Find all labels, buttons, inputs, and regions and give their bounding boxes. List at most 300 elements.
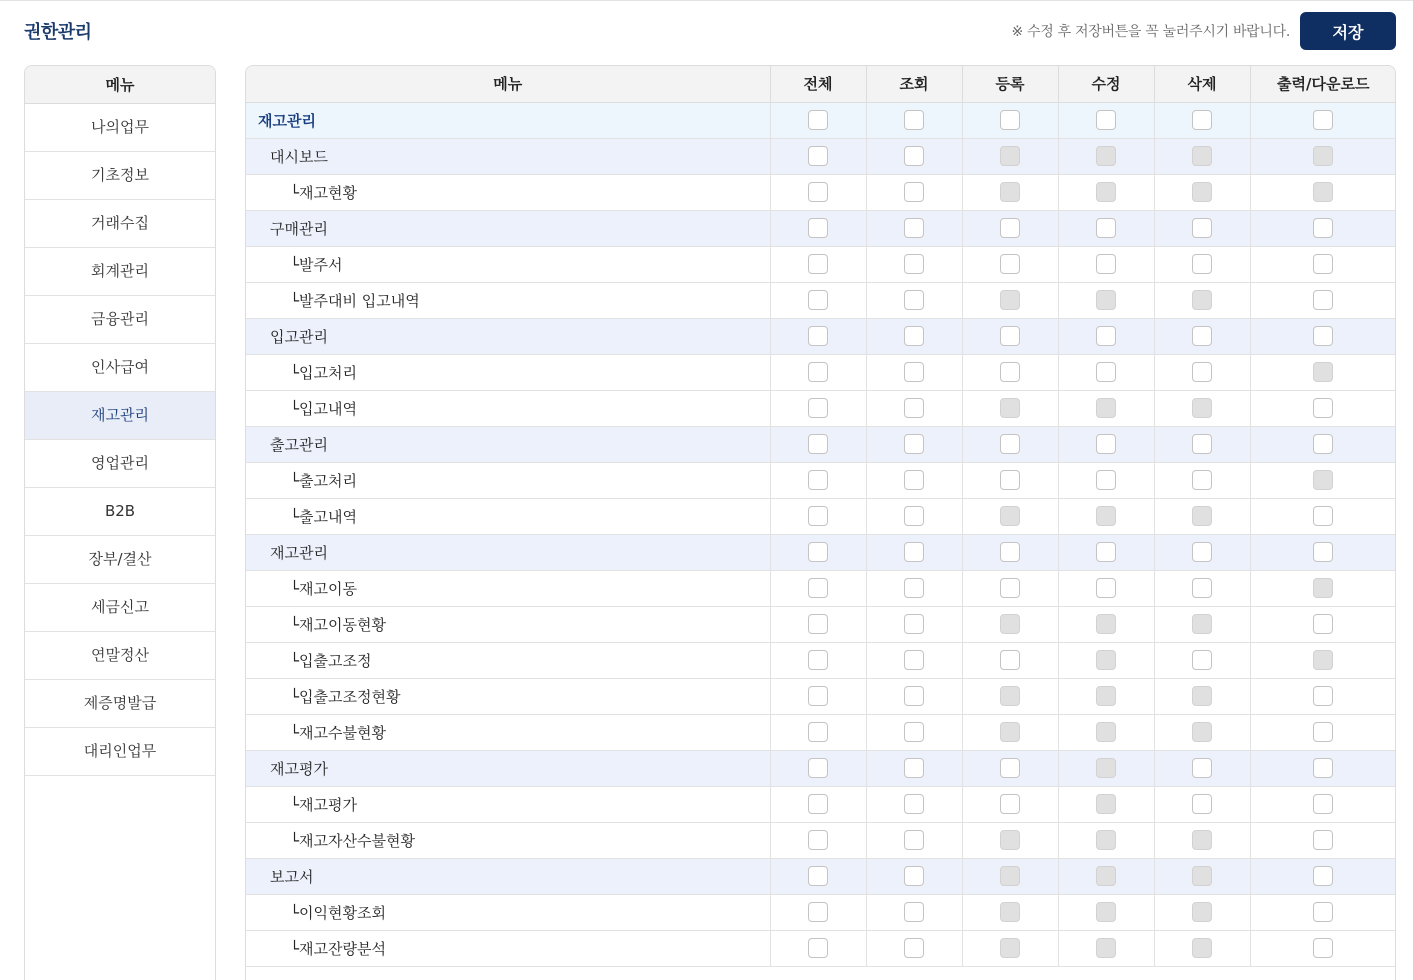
all-checkbox[interactable] <box>808 686 828 706</box>
print-download-checkbox <box>1313 470 1333 490</box>
create-checkbox[interactable] <box>1000 470 1020 490</box>
all-checkbox[interactable] <box>808 866 828 886</box>
view-checkbox[interactable] <box>904 650 924 670</box>
permission-cell <box>1154 894 1250 930</box>
delete-checkbox[interactable] <box>1192 362 1212 382</box>
print-download-checkbox[interactable] <box>1313 506 1333 526</box>
delete-checkbox <box>1192 866 1212 886</box>
print-download-checkbox[interactable] <box>1313 614 1333 634</box>
sidebar-item[interactable]: 제증명발급 <box>25 680 215 728</box>
permission-cell <box>1154 642 1250 678</box>
permission-cell <box>962 462 1058 498</box>
edit-checkbox[interactable] <box>1096 578 1116 598</box>
permission-cell <box>1058 606 1154 642</box>
permission-cell <box>770 138 866 174</box>
print-download-checkbox[interactable] <box>1313 866 1333 886</box>
all-checkbox[interactable] <box>808 542 828 562</box>
permission-cell <box>1250 570 1396 606</box>
permission-cell <box>770 894 866 930</box>
permission-cell <box>866 462 962 498</box>
permission-cell <box>962 318 1058 354</box>
table-row <box>246 858 1396 894</box>
view-checkbox[interactable] <box>904 326 924 346</box>
permission-cell <box>1154 570 1250 606</box>
permission-cell <box>1250 390 1396 426</box>
permission-cell <box>1058 210 1154 246</box>
delete-checkbox[interactable] <box>1192 434 1212 454</box>
print-download-checkbox <box>1313 182 1333 202</box>
sidebar-item[interactable]: 세금신고 <box>25 584 215 632</box>
permission-cell <box>962 174 1058 210</box>
edit-checkbox[interactable] <box>1096 470 1116 490</box>
table-row <box>246 390 1396 426</box>
permission-cell <box>1154 174 1250 210</box>
all-checkbox[interactable] <box>808 254 828 274</box>
all-checkbox[interactable] <box>808 830 828 850</box>
view-checkbox[interactable] <box>904 254 924 274</box>
permission-cell <box>1154 282 1250 318</box>
permission-cell <box>770 678 866 714</box>
table-row <box>246 174 1396 210</box>
view-checkbox[interactable] <box>904 110 924 130</box>
create-checkbox[interactable] <box>1000 326 1020 346</box>
table-row <box>246 822 1396 858</box>
delete-checkbox[interactable] <box>1192 650 1212 670</box>
create-checkbox <box>1000 146 1020 166</box>
print-download-checkbox <box>1313 578 1333 598</box>
delete-checkbox <box>1192 146 1212 166</box>
column-header-all: 전체 <box>770 66 866 102</box>
print-download-checkbox[interactable] <box>1313 686 1333 706</box>
permission-cell <box>962 678 1058 714</box>
create-checkbox <box>1000 938 1020 958</box>
permission-cell <box>1154 498 1250 534</box>
print-download-checkbox[interactable] <box>1313 542 1333 562</box>
menu-name-cell: 재고평가 <box>246 750 770 786</box>
permission-table-container <box>245 65 1396 980</box>
permission-cell <box>866 498 962 534</box>
permission-cell <box>1154 426 1250 462</box>
permission-cell <box>866 354 962 390</box>
menu-name-cell: └재고현황 <box>246 174 770 210</box>
permission-cell <box>1250 786 1396 822</box>
menu-name-cell: └출고내역 <box>246 498 770 534</box>
print-download-checkbox <box>1313 362 1333 382</box>
menu-sidebar <box>24 65 216 980</box>
view-checkbox[interactable] <box>904 218 924 238</box>
save-button[interactable]: 저장 <box>1300 12 1396 50</box>
permission-cell <box>1154 318 1250 354</box>
table-row <box>246 462 1396 498</box>
all-checkbox[interactable] <box>808 326 828 346</box>
table-row <box>246 534 1396 570</box>
permission-cell <box>962 138 1058 174</box>
delete-checkbox <box>1192 290 1212 310</box>
all-checkbox[interactable] <box>808 938 828 958</box>
view-checkbox[interactable] <box>904 938 924 958</box>
table-row <box>246 714 1396 750</box>
print-download-checkbox[interactable] <box>1313 758 1333 778</box>
permission-cell <box>1154 246 1250 282</box>
edit-checkbox <box>1096 290 1116 310</box>
permission-cell <box>1058 822 1154 858</box>
create-checkbox <box>1000 830 1020 850</box>
view-checkbox[interactable] <box>904 794 924 814</box>
menu-name-cell: 출고관리 <box>246 426 770 462</box>
permission-cell <box>866 282 962 318</box>
permission-cell <box>1250 462 1396 498</box>
create-checkbox <box>1000 686 1020 706</box>
permission-cell <box>770 750 866 786</box>
edit-checkbox <box>1096 506 1116 526</box>
permission-cell <box>1250 210 1396 246</box>
permission-cell <box>962 642 1058 678</box>
permission-cell <box>770 570 866 606</box>
permission-cell <box>1058 138 1154 174</box>
view-checkbox[interactable] <box>904 362 924 382</box>
permission-cell <box>1250 606 1396 642</box>
permission-cell <box>962 210 1058 246</box>
permission-cell <box>1058 174 1154 210</box>
permission-cell <box>866 570 962 606</box>
delete-checkbox[interactable] <box>1192 578 1212 598</box>
print-download-checkbox[interactable] <box>1313 254 1333 274</box>
print-download-checkbox[interactable] <box>1313 110 1333 130</box>
permission-cell <box>866 138 962 174</box>
edit-checkbox <box>1096 614 1116 634</box>
delete-checkbox[interactable] <box>1192 470 1212 490</box>
all-checkbox[interactable] <box>808 758 828 778</box>
edit-checkbox[interactable] <box>1096 326 1116 346</box>
menu-name-cell: 구매관리 <box>246 210 770 246</box>
permission-cell <box>1154 786 1250 822</box>
permission-cell <box>1154 102 1250 138</box>
menu-name-cell: └입고내역 <box>246 390 770 426</box>
edit-checkbox <box>1096 830 1116 850</box>
delete-checkbox[interactable] <box>1192 326 1212 346</box>
view-checkbox[interactable] <box>904 830 924 850</box>
permission-cell <box>770 426 866 462</box>
menu-name-cell: └발주서 <box>246 246 770 282</box>
permission-cell <box>1058 786 1154 822</box>
edit-checkbox[interactable] <box>1096 542 1116 562</box>
permission-cell <box>1250 102 1396 138</box>
permission-cell <box>866 318 962 354</box>
sidebar-item[interactable]: B2B <box>25 488 215 536</box>
permission-cell <box>1058 930 1154 966</box>
edit-checkbox <box>1096 794 1116 814</box>
top-divider <box>0 0 1413 1</box>
permission-cell <box>1250 930 1396 966</box>
all-checkbox[interactable] <box>808 902 828 922</box>
menu-name-cell: 입고관리 <box>246 318 770 354</box>
menu-name-cell: 대시보드 <box>246 138 770 174</box>
permission-cell <box>866 642 962 678</box>
print-download-checkbox[interactable] <box>1313 722 1333 742</box>
permission-cell <box>1154 390 1250 426</box>
create-checkbox <box>1000 182 1020 202</box>
permission-cell <box>962 750 1058 786</box>
table-row <box>246 354 1396 390</box>
permission-cell <box>866 102 962 138</box>
view-checkbox[interactable] <box>904 542 924 562</box>
all-checkbox[interactable] <box>808 722 828 742</box>
create-checkbox[interactable] <box>1000 434 1020 454</box>
permission-cell <box>1058 714 1154 750</box>
create-checkbox[interactable] <box>1000 758 1020 778</box>
permission-cell <box>770 498 866 534</box>
sidebar-item[interactable]: 기초정보 <box>25 152 215 200</box>
permission-cell <box>1154 678 1250 714</box>
sidebar-item[interactable]: 금융관리 <box>25 296 215 344</box>
edit-checkbox[interactable] <box>1096 434 1116 454</box>
permission-cell <box>1154 606 1250 642</box>
edit-checkbox[interactable] <box>1096 254 1116 274</box>
permission-cell <box>770 102 866 138</box>
print-download-checkbox[interactable] <box>1313 830 1333 850</box>
create-checkbox[interactable] <box>1000 218 1020 238</box>
permission-cell <box>1250 714 1396 750</box>
table-row <box>246 138 1396 174</box>
permission-cell <box>1250 354 1396 390</box>
create-checkbox[interactable] <box>1000 254 1020 274</box>
permission-cell <box>770 606 866 642</box>
permission-cell <box>1250 498 1396 534</box>
create-checkbox <box>1000 506 1020 526</box>
permission-cell <box>770 174 866 210</box>
permission-cell <box>866 894 962 930</box>
permission-cell <box>1250 282 1396 318</box>
permission-cell <box>770 822 866 858</box>
permission-cell <box>1250 678 1396 714</box>
menu-name-cell: └입고처리 <box>246 354 770 390</box>
permission-cell <box>866 210 962 246</box>
menu-name-cell: └재고평가 <box>246 786 770 822</box>
all-checkbox[interactable] <box>808 614 828 634</box>
permission-cell <box>1154 750 1250 786</box>
table-row <box>246 282 1396 318</box>
create-checkbox[interactable] <box>1000 578 1020 598</box>
delete-checkbox[interactable] <box>1192 794 1212 814</box>
menu-name-cell: └출고처리 <box>246 462 770 498</box>
permission-cell <box>1154 822 1250 858</box>
menu-name-cell: └재고자산수불현황 <box>246 822 770 858</box>
print-download-checkbox[interactable] <box>1313 398 1333 418</box>
view-checkbox[interactable] <box>904 290 924 310</box>
view-checkbox[interactable] <box>904 866 924 886</box>
all-checkbox[interactable] <box>808 506 828 526</box>
table-row <box>246 786 1396 822</box>
all-checkbox[interactable] <box>808 182 828 202</box>
delete-checkbox <box>1192 902 1212 922</box>
create-checkbox[interactable] <box>1000 794 1020 814</box>
print-download-checkbox[interactable] <box>1313 794 1333 814</box>
delete-checkbox <box>1192 686 1212 706</box>
menu-name-cell: └입출고조정 <box>246 642 770 678</box>
all-checkbox[interactable] <box>808 794 828 814</box>
edit-checkbox <box>1096 146 1116 166</box>
table-row <box>246 678 1396 714</box>
menu-name-cell: 재고관리 <box>246 534 770 570</box>
print-download-checkbox[interactable] <box>1313 218 1333 238</box>
view-checkbox[interactable] <box>904 686 924 706</box>
all-checkbox[interactable] <box>808 362 828 382</box>
table-row <box>246 318 1396 354</box>
permission-cell <box>1058 102 1154 138</box>
table-row <box>246 894 1396 930</box>
all-checkbox[interactable] <box>808 650 828 670</box>
sidebar-item[interactable]: 연말정산 <box>25 632 215 680</box>
sidebar-item[interactable]: 회계관리 <box>25 248 215 296</box>
view-checkbox[interactable] <box>904 182 924 202</box>
create-checkbox <box>1000 902 1020 922</box>
permission-cell <box>1154 930 1250 966</box>
permission-cell <box>1250 174 1396 210</box>
view-checkbox[interactable] <box>904 506 924 526</box>
permission-cell <box>866 678 962 714</box>
edit-checkbox[interactable] <box>1096 362 1116 382</box>
all-checkbox[interactable] <box>808 398 828 418</box>
delete-checkbox <box>1192 614 1212 634</box>
permission-cell <box>1154 534 1250 570</box>
view-checkbox[interactable] <box>904 434 924 454</box>
delete-checkbox[interactable] <box>1192 758 1212 778</box>
permission-cell <box>1058 282 1154 318</box>
permission-cell <box>1058 390 1154 426</box>
permission-cell <box>962 894 1058 930</box>
view-checkbox[interactable] <box>904 722 924 742</box>
sidebar-item[interactable]: 대리인업무 <box>25 728 215 776</box>
permission-cell <box>770 462 866 498</box>
print-download-checkbox[interactable] <box>1313 434 1333 454</box>
all-checkbox[interactable] <box>808 434 828 454</box>
delete-checkbox[interactable] <box>1192 110 1212 130</box>
view-checkbox[interactable] <box>904 758 924 778</box>
create-checkbox[interactable] <box>1000 650 1020 670</box>
permission-cell <box>1250 318 1396 354</box>
permission-cell <box>962 570 1058 606</box>
menu-name-cell: 보고서 <box>246 858 770 894</box>
permission-cell <box>866 246 962 282</box>
permission-cell <box>1058 318 1154 354</box>
permission-cell <box>770 282 866 318</box>
permission-cell <box>1058 750 1154 786</box>
permission-cell <box>1250 246 1396 282</box>
all-checkbox[interactable] <box>808 290 828 310</box>
table-row <box>246 498 1396 534</box>
print-download-checkbox[interactable] <box>1313 938 1333 958</box>
delete-checkbox <box>1192 722 1212 742</box>
table-row <box>246 102 1396 138</box>
menu-name-cell: └재고이동 <box>246 570 770 606</box>
permission-cell <box>962 786 1058 822</box>
permission-cell <box>962 822 1058 858</box>
table-row <box>246 606 1396 642</box>
edit-checkbox <box>1096 722 1116 742</box>
edit-checkbox <box>1096 398 1116 418</box>
edit-checkbox <box>1096 182 1116 202</box>
permission-cell <box>1250 750 1396 786</box>
delete-checkbox[interactable] <box>1192 542 1212 562</box>
permission-cell <box>1250 138 1396 174</box>
edit-checkbox[interactable] <box>1096 218 1116 238</box>
permission-cell <box>866 858 962 894</box>
sidebar-item[interactable]: 영업관리 <box>25 440 215 488</box>
permission-cell <box>962 858 1058 894</box>
delete-checkbox <box>1192 182 1212 202</box>
permission-cell <box>770 642 866 678</box>
edit-checkbox <box>1096 650 1116 670</box>
permission-cell <box>866 534 962 570</box>
all-checkbox[interactable] <box>808 110 828 130</box>
create-checkbox[interactable] <box>1000 110 1020 130</box>
edit-checkbox <box>1096 902 1116 922</box>
print-download-checkbox[interactable] <box>1313 902 1333 922</box>
edit-checkbox[interactable] <box>1096 110 1116 130</box>
delete-checkbox[interactable] <box>1192 218 1212 238</box>
permission-cell <box>770 930 866 966</box>
create-checkbox <box>1000 866 1020 886</box>
all-checkbox[interactable] <box>808 578 828 598</box>
view-checkbox[interactable] <box>904 146 924 166</box>
permission-cell <box>770 786 866 822</box>
sidebar-list <box>25 104 215 776</box>
sidebar-item[interactable]: 인사급여 <box>25 344 215 392</box>
view-checkbox[interactable] <box>904 470 924 490</box>
create-checkbox <box>1000 398 1020 418</box>
permission-cell <box>866 930 962 966</box>
column-header-create: 등록 <box>962 66 1058 102</box>
delete-checkbox[interactable] <box>1192 254 1212 274</box>
create-checkbox <box>1000 722 1020 742</box>
view-checkbox[interactable] <box>904 614 924 634</box>
permission-cell <box>1250 642 1396 678</box>
view-checkbox[interactable] <box>904 578 924 598</box>
view-checkbox[interactable] <box>904 902 924 922</box>
page-title: 권한관리 <box>24 22 92 43</box>
all-checkbox[interactable] <box>808 470 828 490</box>
permission-cell <box>1154 354 1250 390</box>
permission-cell <box>866 750 962 786</box>
sidebar-item[interactable]: 재고관리 <box>25 392 215 440</box>
permission-table <box>246 66 1396 967</box>
menu-name-cell: └재고수불현황 <box>246 714 770 750</box>
sidebar-item[interactable]: 거래수집 <box>25 200 215 248</box>
permission-cell <box>1058 570 1154 606</box>
permission-cell <box>1250 894 1396 930</box>
menu-name-cell: └입출고조정현황 <box>246 678 770 714</box>
permission-cell <box>1250 534 1396 570</box>
all-checkbox[interactable] <box>808 218 828 238</box>
print-download-checkbox[interactable] <box>1313 290 1333 310</box>
permission-cell <box>770 858 866 894</box>
print-download-checkbox[interactable] <box>1313 326 1333 346</box>
permission-cell <box>866 786 962 822</box>
all-checkbox[interactable] <box>808 146 828 166</box>
view-checkbox[interactable] <box>904 398 924 418</box>
table-row <box>246 210 1396 246</box>
sidebar-item[interactable]: 장부/결산 <box>25 536 215 584</box>
permission-cell <box>770 246 866 282</box>
permission-cell <box>962 426 1058 462</box>
permission-cell <box>770 318 866 354</box>
sidebar-item[interactable]: 나의업무 <box>25 104 215 152</box>
permission-cell <box>770 534 866 570</box>
create-checkbox[interactable] <box>1000 362 1020 382</box>
create-checkbox[interactable] <box>1000 542 1020 562</box>
permission-cell <box>1058 246 1154 282</box>
table-row <box>246 426 1396 462</box>
